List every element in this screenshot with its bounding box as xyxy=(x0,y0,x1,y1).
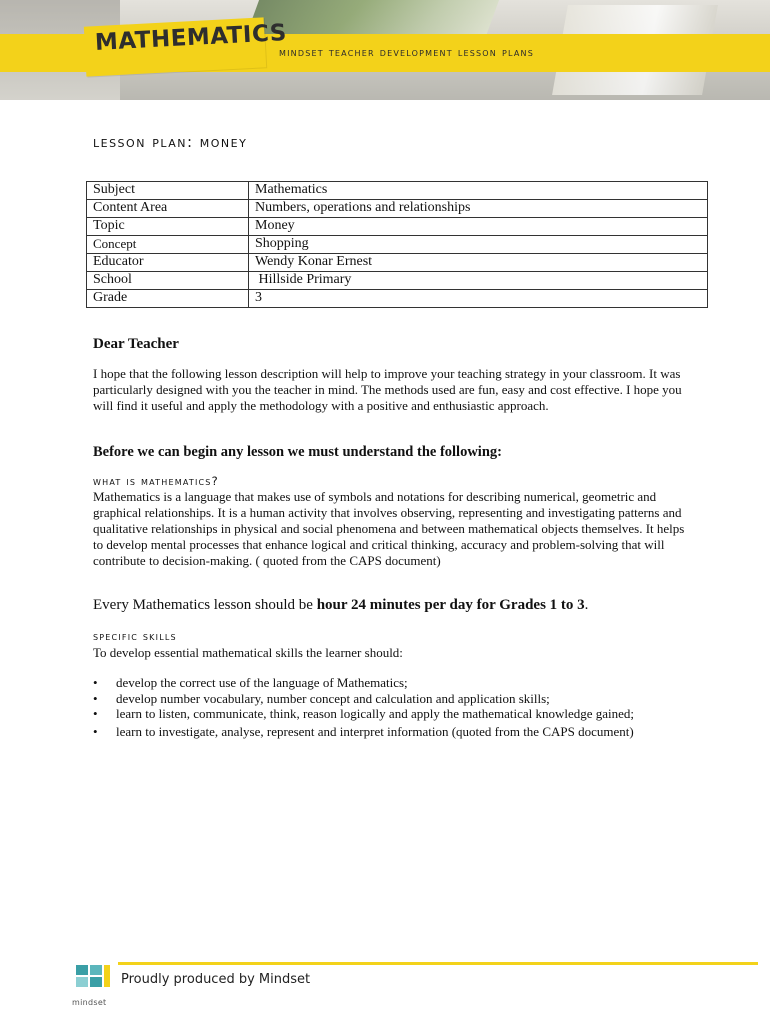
specific-skills-heading: specific skills xyxy=(93,629,177,643)
bullet: • xyxy=(93,675,98,690)
footer-divider xyxy=(118,962,758,965)
table-row xyxy=(87,236,708,254)
list-item xyxy=(93,691,673,707)
row-value: Shopping xyxy=(249,236,708,254)
bullet: • xyxy=(93,706,98,721)
list-item-text: develop number vocabulary, number concept and calculation and application skills; xyxy=(116,690,550,706)
duration-statement xyxy=(93,597,693,614)
greeting: Dear Teacher xyxy=(93,336,179,352)
table-row xyxy=(87,182,708,200)
row-label: Concept xyxy=(87,236,249,254)
table-row xyxy=(87,272,708,290)
duration-suffix: . xyxy=(584,597,589,613)
intro-paragraph: I hope that the following lesson description will help to improve your teaching strategy in your classroom. It was particularly designed with you the teacher in mind. The methods used are fun, easy and cost effective. I hope you will find it useful and apply the methodology with a positive and enthusiastic approach. xyxy=(93,366,682,413)
specific-skills-intro: To develop essential mathematical skills the learner should: xyxy=(93,645,403,660)
list-item-text: develop the correct use of the language of Mathematics; xyxy=(116,675,408,690)
row-value: Money xyxy=(249,218,708,236)
footer-text: Proudly produced by Mindset xyxy=(121,972,311,987)
row-label: Topic xyxy=(87,218,249,236)
row-value: 3 xyxy=(249,290,708,308)
lesson-info-table xyxy=(86,181,708,308)
list-item xyxy=(93,706,673,722)
row-label: Content Area xyxy=(87,200,249,218)
duration-prefix: Every Mathematics lesson should be xyxy=(93,597,317,613)
list-item xyxy=(93,675,673,691)
row-value: Mathematics xyxy=(249,182,708,200)
subject-title: MATHEMATICS xyxy=(94,19,288,56)
row-value: Wendy Konar Ernest xyxy=(249,254,708,272)
table-row xyxy=(87,218,708,236)
logo-wordmark: mindset xyxy=(72,998,107,1007)
what-is-paragraph: Mathematics is a language that makes use of symbols and notations for describing numerical, geometric and graphical relationships. It is a human activity that involves observing, representing and investigating patterns and qualitative relationships in physical and social phenomena and between mathematical objects themselves. It helps to develop mental processes that enhance logical and critical thinking, accuracy and problem-solving that will contribute to decision-making. ( quoted from the CAPS document) xyxy=(93,489,685,568)
row-value: Hillside Primary xyxy=(249,272,708,290)
skills-list xyxy=(93,675,673,739)
row-label: Grade xyxy=(87,290,249,308)
lesson-title: lesson plan: money xyxy=(93,133,248,151)
row-label: Subject xyxy=(87,182,249,200)
list-item xyxy=(93,724,673,740)
row-label: Educator xyxy=(87,254,249,272)
row-value: Numbers, operations and relationships xyxy=(249,200,708,218)
table-row xyxy=(87,254,708,272)
before-heading: Before we can begin any lesson we must understand the following: xyxy=(93,444,502,460)
list-item-text: learn to listen, communicate, think, reason logically and apply the mathematical knowledge gained; xyxy=(116,706,635,721)
bullet: • xyxy=(93,723,98,739)
row-label: School xyxy=(87,272,249,290)
bullet: • xyxy=(93,690,98,706)
header-banner xyxy=(0,0,770,100)
table-row xyxy=(87,290,708,308)
what-is-heading: what is mathematics? xyxy=(93,474,219,488)
series-title: mindset teacher development lesson plans xyxy=(279,45,534,59)
list-item-text: learn to investigate, analyse, represent and interpret information (quoted from the CAPS document) xyxy=(116,723,634,739)
table-row xyxy=(87,200,708,218)
duration-emphasis: hour 24 minutes per day for Grades 1 to 3 xyxy=(316,597,585,613)
